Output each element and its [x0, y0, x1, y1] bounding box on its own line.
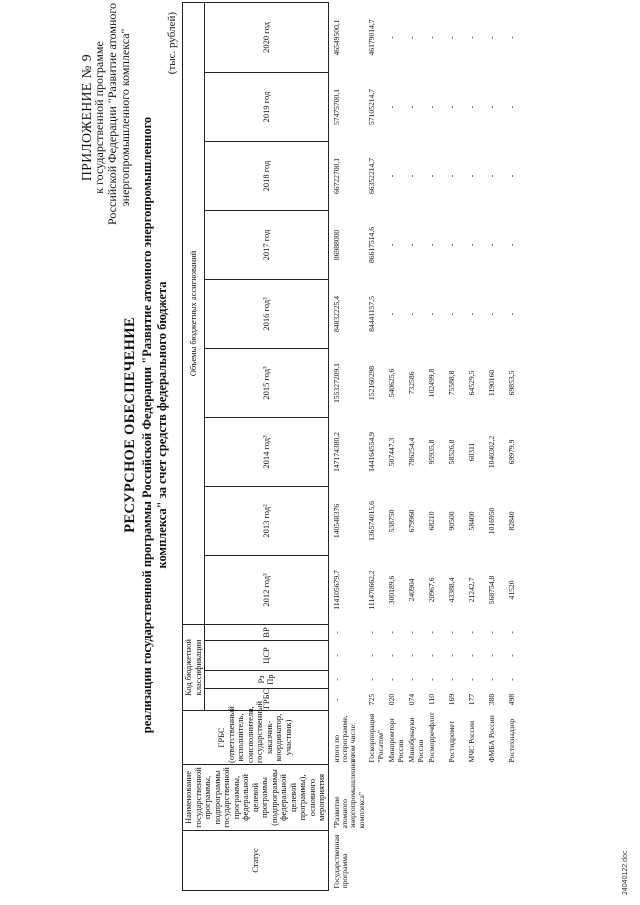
row-value: 1190160 — [487, 369, 497, 397]
document-subtitle-line-2: комплекса" за счет средств федерального бюджета — [155, 281, 169, 569]
header-year: 2016 год³ — [205, 279, 329, 348]
appendix-line: Российской Федерации "Развитие атомного — [105, 2, 119, 225]
row-grbs-code: - — [331, 698, 341, 701]
document-title: РЕСУРСНОЕ ОБЕСПЕЧЕНИЕ — [122, 317, 138, 533]
row-vr-code: - — [407, 631, 417, 634]
row-grbs-code: 177 — [467, 693, 477, 706]
header-year: 2020 год — [205, 2, 329, 72]
row-organization: Госкорпорация "Росатом" — [367, 713, 385, 763]
header-budget-code: Код бюджетной классификации — [183, 624, 205, 710]
row-value: - — [487, 312, 497, 316]
row-grbs-code: 020 — [387, 693, 397, 706]
row-value: - — [387, 312, 397, 316]
row-value: - — [407, 105, 417, 109]
row-value: 66722700,1 — [331, 157, 341, 195]
appendix-line: энергопромышленного комплекса" — [118, 28, 132, 207]
row-value: - — [427, 174, 437, 178]
row-value: 20967,6 — [427, 577, 437, 603]
row-status — [467, 831, 487, 891]
row-value: 240904 — [407, 578, 417, 602]
row-vr-code: - — [447, 631, 457, 634]
row-value: 155327209,1 — [331, 363, 341, 403]
row-value: - — [387, 174, 397, 178]
table-row — [467, 2, 487, 890]
row-value: - — [507, 243, 517, 247]
row-value: 69979,9 — [507, 439, 517, 465]
row-value: 57105214,7 — [367, 88, 377, 126]
row-value: 786254,4 — [407, 437, 417, 467]
row-status — [507, 831, 527, 891]
row-name — [407, 765, 427, 831]
row-name — [487, 765, 507, 831]
row-status — [447, 831, 467, 891]
header-status: Статус — [183, 831, 329, 891]
appendix-line: к государственной программе — [92, 41, 106, 194]
row-value: - — [407, 243, 417, 247]
row-value: - — [387, 243, 397, 247]
row-grbs-code: 110 — [427, 693, 437, 706]
row-value: 41520 — [507, 580, 517, 600]
row-value: 84832225,4 — [331, 295, 341, 333]
appendix-number: ПРИЛОЖЕНИЕ № 9 — [79, 53, 94, 182]
row-value: - — [467, 36, 477, 39]
row-value: 66352214,7 — [367, 157, 377, 195]
row-value: - — [467, 174, 477, 178]
row-value: 58400 — [467, 511, 477, 531]
row-rzpr-code: - — [507, 678, 517, 681]
row-csr-code: - — [331, 654, 341, 657]
table-row — [507, 2, 527, 890]
row-organization: Ростидромет — [447, 720, 457, 763]
header-year: 2015 год³ — [205, 348, 329, 417]
row-organization: итого по госпрограмме, в том числе: — [331, 715, 358, 763]
row-rzpr-code: - — [487, 678, 497, 681]
row-status — [407, 831, 427, 891]
table-row — [427, 2, 447, 890]
header-csr: ЦСР — [205, 641, 329, 671]
row-organization: МЧС России — [467, 720, 477, 763]
row-value: 43388,4 — [447, 577, 457, 603]
row-value: 60311 — [467, 442, 477, 462]
row-value: - — [427, 36, 437, 39]
row-status — [387, 831, 407, 891]
row-grbs-code: 725 — [367, 693, 377, 706]
row-csr-code: - — [407, 654, 417, 657]
row-vr-code: - — [467, 631, 477, 634]
row-rzpr-code: - — [407, 678, 417, 681]
row-value: 95935,8 — [427, 439, 437, 465]
row-organization: ФМБА России — [487, 715, 497, 763]
row-value: - — [407, 36, 417, 39]
row-value: - — [427, 243, 437, 247]
row-value: 144164554,9 — [367, 432, 377, 472]
row-value: 507447,3 — [387, 437, 397, 467]
row-grbs-code: 074 — [407, 693, 417, 706]
row-value: - — [407, 312, 417, 316]
row-grbs-code: 388 — [487, 693, 497, 706]
header-grbs-full: ГРБС (ответственный исполнитель, соисполнители, государственный заказчик-координатор, участник) — [183, 711, 329, 765]
header-year: 2018 год — [205, 141, 329, 210]
row-csr-code: - — [447, 654, 457, 657]
row-name — [387, 765, 407, 831]
row-value: 1040302,2 — [487, 435, 497, 469]
row-vr-code: - — [507, 631, 517, 634]
row-value: 69853,5 — [507, 370, 517, 396]
row-csr-code: - — [427, 654, 437, 657]
row-value: 114105679,7 — [331, 570, 341, 610]
row-value: 111470662,2 — [367, 570, 377, 610]
row-value: - — [447, 312, 457, 316]
row-vr-code: - — [367, 631, 377, 634]
row-value: 1016950 — [487, 507, 497, 535]
row-organization: Росморречфлот — [427, 712, 437, 763]
row-value: 86617514,6 — [367, 226, 377, 264]
row-csr-code: - — [487, 654, 497, 657]
row-value: 21242,7 — [467, 577, 477, 603]
resource-table — [182, 2, 527, 891]
row-status — [487, 831, 507, 891]
row-value: 540625,6 — [387, 368, 397, 398]
row-value: 68210 — [427, 511, 437, 531]
table-row — [487, 2, 507, 890]
row-grbs-code: 498 — [507, 693, 517, 706]
row-value: 568754,8 — [487, 575, 497, 605]
row-value: - — [467, 312, 477, 316]
row-status — [367, 831, 387, 891]
row-value: - — [447, 174, 457, 178]
row-name: "Развитие атомного энергопромышленного комплекса" — [331, 754, 366, 829]
row-value: 64529,5 — [467, 370, 477, 396]
row-csr-code: - — [467, 654, 477, 657]
row-value: - — [447, 243, 457, 247]
row-vr-code: - — [387, 631, 397, 634]
row-value: - — [507, 36, 517, 39]
row-vr-code: - — [331, 631, 341, 634]
row-value: - — [387, 105, 397, 109]
row-value: 147174380,2 — [331, 432, 341, 472]
row-value: - — [407, 174, 417, 178]
row-value: - — [507, 174, 517, 178]
row-value: - — [427, 312, 437, 316]
row-value: - — [467, 105, 477, 109]
row-vr-code: - — [427, 631, 437, 634]
row-value: 86988000 — [331, 229, 341, 261]
row-value: 46179014,7 — [367, 19, 377, 56]
header-volumes: Объемы бюджетных ассигнований — [183, 2, 205, 624]
row-rzpr-code: - — [467, 678, 477, 681]
row-rzpr-code: - — [367, 678, 377, 681]
table-body — [328, 2, 527, 890]
table-row — [367, 2, 387, 890]
units-label: (тыс. рублей) — [166, 12, 178, 75]
row-value: 732586 — [407, 371, 417, 395]
row-grbs-code: 169 — [447, 693, 457, 706]
header-year: 2013 год² — [205, 486, 329, 555]
row-value: - — [487, 105, 497, 109]
row-value: - — [467, 243, 477, 247]
row-value: 58526,8 — [447, 439, 457, 465]
header-year: 2017 год — [205, 210, 329, 279]
row-name — [507, 765, 527, 831]
header-year: 2019 год — [205, 72, 329, 141]
row-value: - — [447, 36, 457, 39]
row-value: 82840 — [507, 511, 517, 531]
document-subtitle-line-1: реализации государственной программы Российской Федерации "Развитие атомного энергопромышленного — [140, 116, 154, 734]
row-vr-code: - — [487, 631, 497, 634]
row-value: 300189,6 — [387, 575, 397, 605]
table-row — [387, 2, 407, 890]
table-row — [407, 2, 427, 890]
row-value: - — [487, 174, 497, 178]
row-value: 679960 — [407, 509, 417, 533]
header-rzpr: Рз Пр — [205, 671, 329, 689]
row-organization: Ростехнадзор — [507, 718, 517, 763]
row-value: - — [507, 105, 517, 109]
row-value: - — [487, 36, 497, 39]
row-csr-code: - — [387, 654, 397, 657]
row-value: 90500 — [447, 511, 457, 531]
header-vr: ВР — [205, 624, 329, 640]
row-value: 102499,8 — [427, 368, 437, 398]
row-value: 152160298 — [367, 365, 377, 401]
row-value: - — [487, 243, 497, 247]
row-name — [467, 765, 487, 831]
row-value: 140548376 — [331, 503, 341, 539]
row-value: 75588,8 — [447, 370, 457, 396]
row-status — [427, 831, 447, 891]
row-rzpr-code: - — [331, 678, 341, 681]
row-value: 84441157,5 — [367, 296, 377, 332]
row-organization: Минобрнауки России — [407, 717, 425, 763]
header-year: 2012 год³ — [205, 555, 329, 624]
row-name — [367, 765, 387, 831]
table-row — [328, 2, 367, 890]
row-name — [427, 765, 447, 831]
row-value: 46549500,1 — [331, 19, 341, 56]
row-value: - — [447, 105, 457, 109]
header-grbs: ГРБС — [205, 689, 329, 711]
row-csr-code: - — [507, 654, 517, 657]
row-status: Государственная программа — [331, 834, 349, 889]
header-name: Наименование государственной программы, подпрограммы государственной программы, федеральной целевой программы (подпрограммы федеральной целевой программы), основного мероприятия — [183, 765, 329, 831]
row-rzpr-code: - — [427, 678, 437, 681]
row-value: - — [387, 36, 397, 39]
row-value: 136574015,6 — [367, 501, 377, 541]
header-year: 2014 год³ — [205, 417, 329, 486]
row-rzpr-code: - — [447, 678, 457, 681]
document-filename: 24040122.doc — [622, 850, 629, 895]
table-row — [447, 2, 467, 890]
row-organization: Минпромторг России — [387, 717, 405, 763]
row-rzpr-code: - — [387, 678, 397, 681]
row-name — [447, 765, 467, 831]
row-value: - — [427, 105, 437, 109]
row-value: 57475700,1 — [331, 88, 341, 126]
row-csr-code: - — [367, 654, 377, 657]
row-value: 538750 — [387, 509, 397, 533]
row-value: - — [507, 312, 517, 316]
